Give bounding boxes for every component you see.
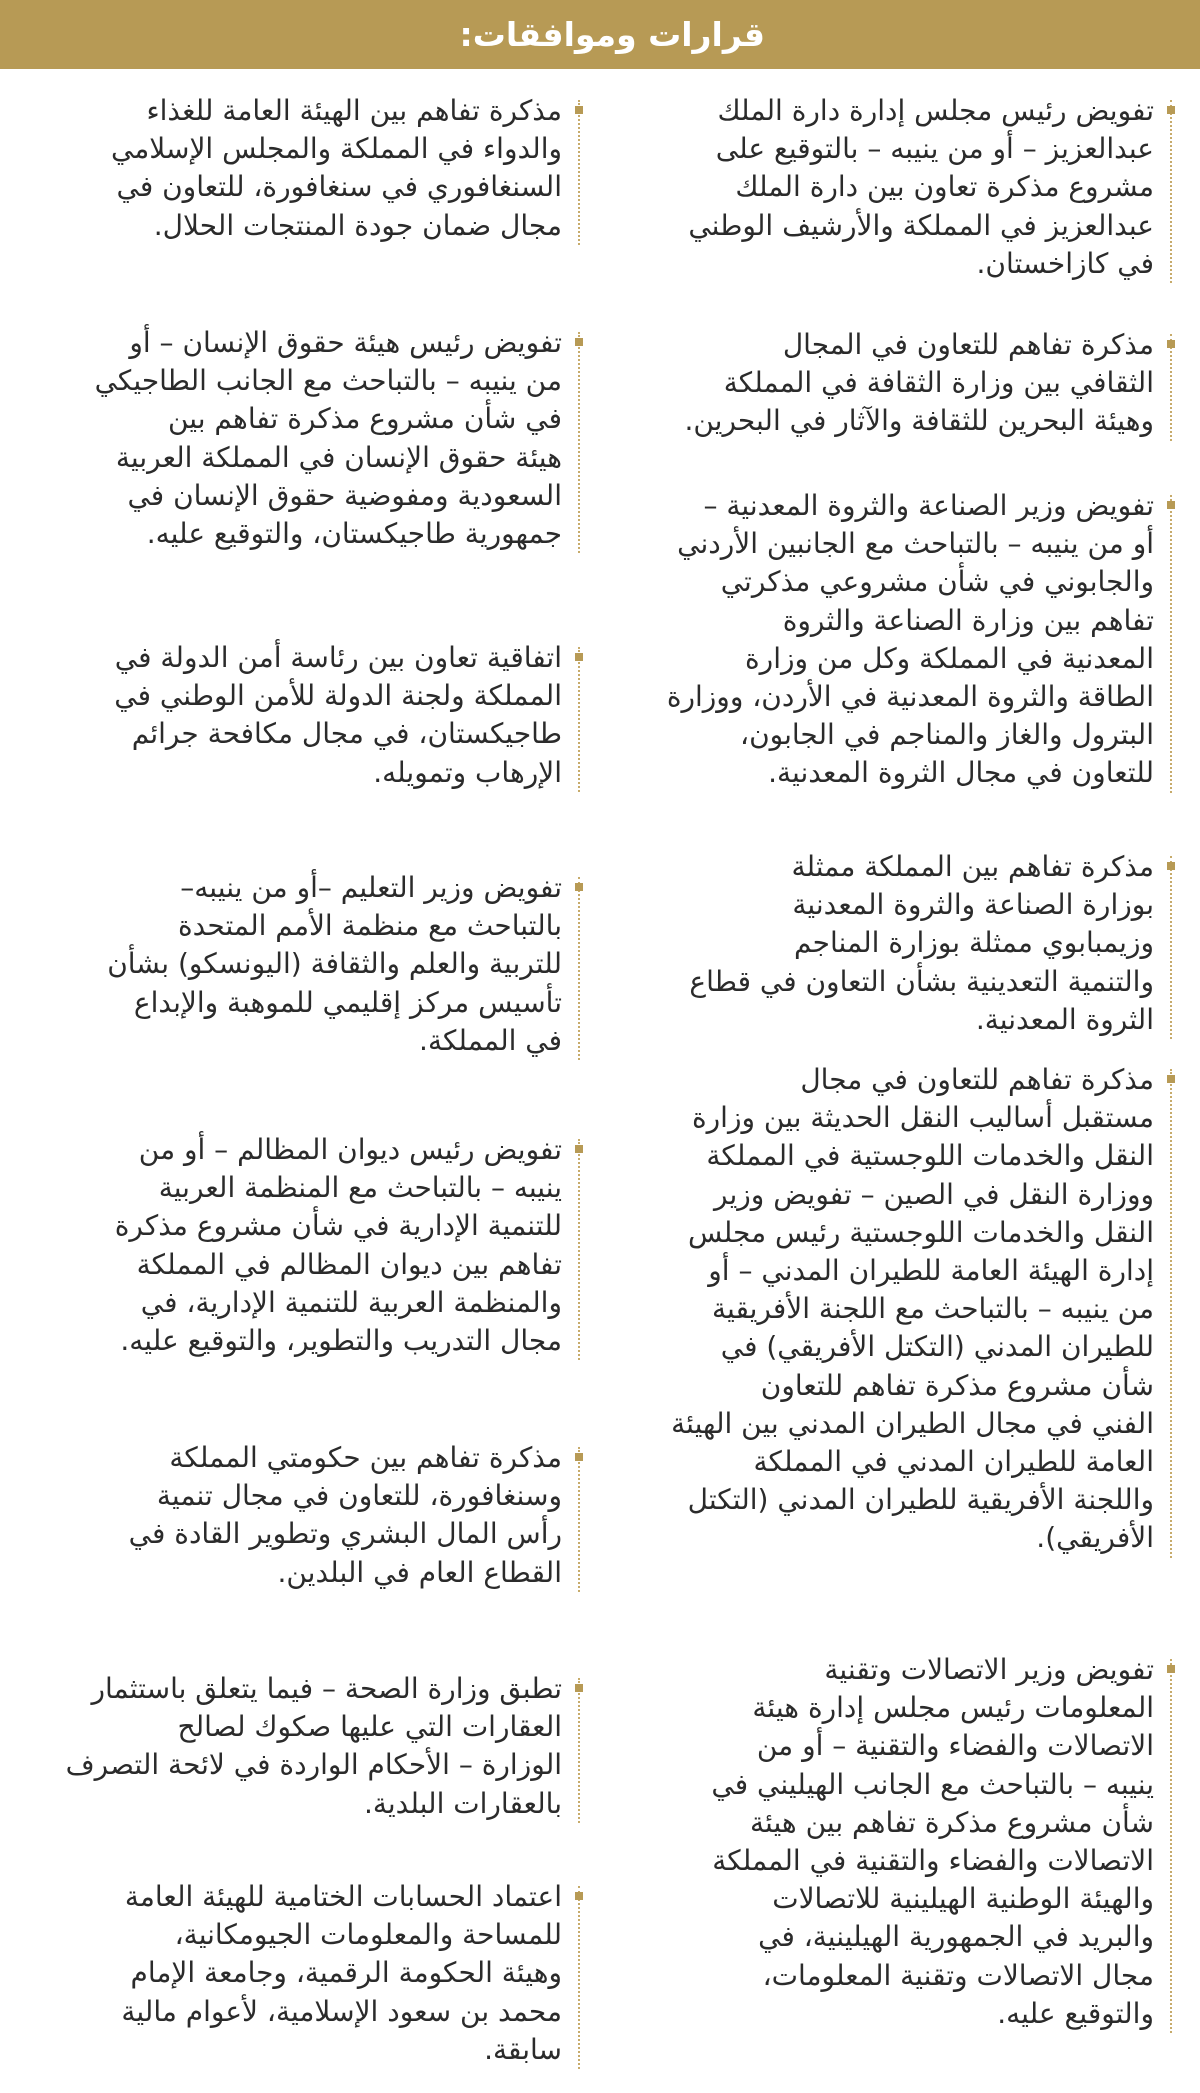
item-line: وسنغافورة، للتعاون في مجال تنمية [156,1479,562,1513]
list-item [20,1878,580,2069]
item-line: تطبق وزارة الصحة – فيما يتعلق باستثمار [91,1672,562,1705]
item-line: القطاع العام في البلدين. [277,1555,562,1589]
item-line: المملكة ولجنة الدولة للأمن الوطني في [114,679,562,713]
item-text [20,324,562,553]
list-item [612,1651,1172,2033]
list-item [20,1670,580,1823]
item-line: مستقبل أساليب النقل الحديثة بين وزارة [691,1101,1154,1135]
list-item [612,1061,1172,1558]
dotted-divider [1170,1069,1172,1558]
item-line: للتربية والعلم والثقافة (اليونسكو) بشأن [107,947,562,981]
dotted-divider [1170,1659,1172,2033]
item-line: الوزارة – الأحكام الواردة في لائحة التصرف [65,1748,562,1782]
item-text [612,487,1154,793]
item-line: والبريد في الجمهورية الهيلينية، في [758,1920,1154,1954]
item-line: والدواء في المملكة والمجلس الإسلامي [110,132,562,166]
dotted-divider [578,1678,580,1823]
item-line: والجابوني في شأن مشروعي مذكرتي [720,565,1154,599]
item-line: عبدالعزيز في المملكة والأرشيف الوطني [688,208,1154,242]
item-text [20,1670,562,1823]
dotted-divider [1170,856,1172,1039]
list-item [20,639,580,792]
item-line: تفاهم بين ديوان المظالم في المملكة [136,1247,562,1281]
bullet-square-icon [1167,1665,1175,1673]
item-line: الطاقة والثروة المعدنية في الأردن، ووزارة [666,680,1154,714]
list-item [612,326,1172,441]
list-item [612,487,1172,793]
item-line: وزيمبابوي ممثلة بوزارة المناجم [794,926,1154,960]
bullet-square-icon [575,653,583,661]
bullet-square-icon [575,1453,583,1461]
bullet-square-icon [575,106,583,114]
item-line: سابقة. [484,2032,562,2066]
item-line: للتعاون في مجال الثروة المعدنية. [768,756,1154,790]
item-line: هيئة حقوق الإنسان في المملكة العربية [115,440,562,474]
item-line: الاتصالات والفضاء والتقنية – أو من [756,1729,1154,1763]
item-line: النقل والخدمات اللوجستية في المملكة [706,1139,1154,1173]
item-text [20,1131,562,1360]
item-line: تفويض وزير الاتصالات وتقنية [824,1653,1154,1686]
item-line: مذكرة تفاهم بين حكومتي المملكة [169,1441,562,1474]
item-text [612,92,1154,283]
bullet-square-icon [575,883,583,891]
item-line: عبدالعزيز – أو من ينيبه – بالتوقيع على [715,132,1154,166]
item-line: مجال الاتصالات وتقنية المعلومات، [762,1958,1154,1992]
item-line: في المملكة. [419,1023,562,1057]
item-text [612,1061,1154,1558]
item-line: والتوقيع عليه. [997,1996,1154,2030]
item-line: تفويض رئيس هيئة حقوق الإنسان – أو [129,326,562,359]
item-line: بالعقارات البلدية. [363,1786,562,1820]
item-line: ووزارة النقل في الصين – تفويض وزير [714,1177,1154,1211]
item-line: في شأن مشروع مذكرة تفاهم بين [167,402,562,436]
item-line: في كازاخستان. [976,246,1154,280]
dotted-divider [1170,334,1172,441]
list-item [612,92,1172,283]
item-line: السنغافوري في سنغافورة، للتعاون في [116,170,562,204]
list-item [20,92,580,245]
item-line: مذكرة تفاهم بين المملكة ممثلة [791,850,1154,883]
item-line: للطيران المدني (التكتل الأفريقي) في [720,1330,1154,1364]
list-item [20,869,580,1060]
item-line: مجال ضمان جودة المنتجات الحلال. [153,208,562,242]
item-line: النقل والخدمات اللوجستية رئيس مجلس [688,1215,1154,1249]
dotted-divider [578,1139,580,1360]
bullet-square-icon [1167,340,1175,348]
item-line: مذكرة تفاهم للتعاون في مجال [800,1063,1154,1096]
item-line: تفويض وزير التعليم –أو من ينيبه– [180,871,562,904]
dotted-divider [578,877,580,1060]
item-line: شأن مشروع مذكرة تفاهم للتعاون [760,1368,1154,1402]
item-line: المعلومات رئيس مجلس إدارة هيئة [752,1691,1154,1725]
item-line: الثقافي بين وزارة الثقافة في المملكة [723,366,1154,400]
item-line: والتنمية التعدينية بشأن التعاون في قطاع [689,964,1154,998]
item-text [20,869,562,1060]
bullet-square-icon [575,1145,583,1153]
dotted-divider [578,100,580,245]
item-text [20,1878,562,2069]
list-item [20,1439,580,1592]
item-line: بوزارة الصناعة والثروة المعدنية [792,888,1154,922]
left-column [20,92,580,2087]
item-text [20,1439,562,1592]
dotted-divider [1170,495,1172,793]
item-line: أو من ينيبه – بالتباحث مع الجانبين الأردني [677,527,1154,561]
item-line: جمهورية طاجيكستان، والتوقيع عليه. [146,517,562,551]
item-line: ينيبه – بالتباحث مع الجانب الهيليني في [711,1767,1154,1801]
item-line: واللجنة الأفريقية للطيران المدني (التكتل [687,1483,1154,1517]
item-line: مجال التدريب والتطوير، والتوقيع عليه. [120,1324,562,1358]
bullet-square-icon [1167,106,1175,114]
right-column [612,92,1172,2087]
item-line: السعودية ومفوضية حقوق الإنسان في [127,478,562,512]
dotted-divider [1170,100,1172,283]
item-text [20,92,562,245]
item-line: مذكرة تفاهم للتعاون في المجال [782,328,1154,361]
item-line: تفاهم بين وزارة الصناعة والثروة [782,603,1154,637]
item-line: ينيبه – بالتباحث مع المنظمة العربية [158,1171,562,1205]
dotted-divider [578,1447,580,1592]
item-line: الأفريقي). [1036,1521,1154,1555]
item-line: الاتصالات والفضاء والتقنية في المملكة [712,1844,1154,1878]
item-line: العقارات التي عليها صكوك لصالح [177,1710,562,1744]
item-line: للتنمية الإدارية في شأن مشروع مذكرة [114,1209,562,1243]
section-title: قرارات وموافقات: [459,15,765,54]
item-line: تأسيس مركز إقليمي للموهبة والإبداع [133,985,562,1019]
item-line: للمساحة والمعلومات الجيومكانية، [174,1918,562,1952]
list-item [20,324,580,553]
item-line: وهيئة البحرين للثقافة والآثار في البحرين. [684,404,1154,438]
item-line: اتفاقية تعاون بين رئاسة أمن الدولة في [114,641,562,674]
item-line: شأن مشروع مذكرة تفاهم بين هيئة [750,1805,1154,1839]
list-item [20,1131,580,1360]
item-line: اعتماد الحسابات الختامية للهيئة العامة [124,1880,562,1913]
dotted-divider [578,647,580,792]
item-line: والهيئة الوطنية الهيلينية للاتصالات [772,1882,1154,1916]
item-line: والمنظمة العربية للتنمية الإدارية، في [140,1285,562,1319]
item-text [612,1651,1154,2033]
item-text [612,848,1154,1039]
list-item [612,848,1172,1039]
bullet-square-icon [1167,501,1175,509]
item-line: من ينيبه – بالتباحث مع اللجنة الأفريقية [712,1292,1154,1326]
item-line: إدارة الهيئة العامة للطيران المدني – أو [708,1254,1154,1288]
item-line: مذكرة تفاهم بين الهيئة العامة للغذاء [146,94,562,127]
bullet-square-icon [1167,1075,1175,1083]
bullet-square-icon [1167,862,1175,870]
item-line: البترول والغاز والمناجم في الجابون، [740,718,1154,752]
section-header [0,0,1200,69]
item-line: المعدنية في المملكة وكل من وزارة [745,641,1154,675]
bullet-square-icon [575,1892,583,1900]
item-line: طاجيكستان، في مجال مكافحة جرائم [131,717,562,751]
item-line: تفويض رئيس ديوان المظالم – أو من [138,1133,562,1166]
item-text [20,639,562,792]
dotted-divider [578,332,580,553]
item-line: تفويض وزير الصناعة والثروة المعدنية – [703,489,1154,522]
bullet-square-icon [575,338,583,346]
bullet-square-icon [575,1684,583,1692]
dotted-divider [578,1886,580,2069]
item-line: الفني في مجال الطيران المدني بين الهيئة [671,1406,1154,1440]
item-line: مشروع مذكرة تعاون بين دارة الملك [735,170,1154,204]
item-line: بالتباحث مع منظمة الأمم المتحدة [178,909,562,943]
item-line: من ينيبه – بالتباحث مع الجانب الطاجيكي [94,364,562,398]
item-text [612,326,1154,441]
item-line: تفويض رئيس مجلس إدارة دارة الملك [717,94,1154,127]
item-line: رأس المال البشري وتطوير القادة في [128,1517,562,1551]
item-line: الثروة المعدنية. [975,1002,1154,1036]
item-line: وهيئة الحكومة الرقمية، وجامعة الإمام [130,1956,562,1990]
item-line: العامة للطيران المدني في المملكة [753,1445,1154,1479]
item-line: محمد بن سعود الإسلامية، لأعوام مالية [121,1994,562,2028]
item-line: الإرهاب وتمويله. [373,755,562,789]
